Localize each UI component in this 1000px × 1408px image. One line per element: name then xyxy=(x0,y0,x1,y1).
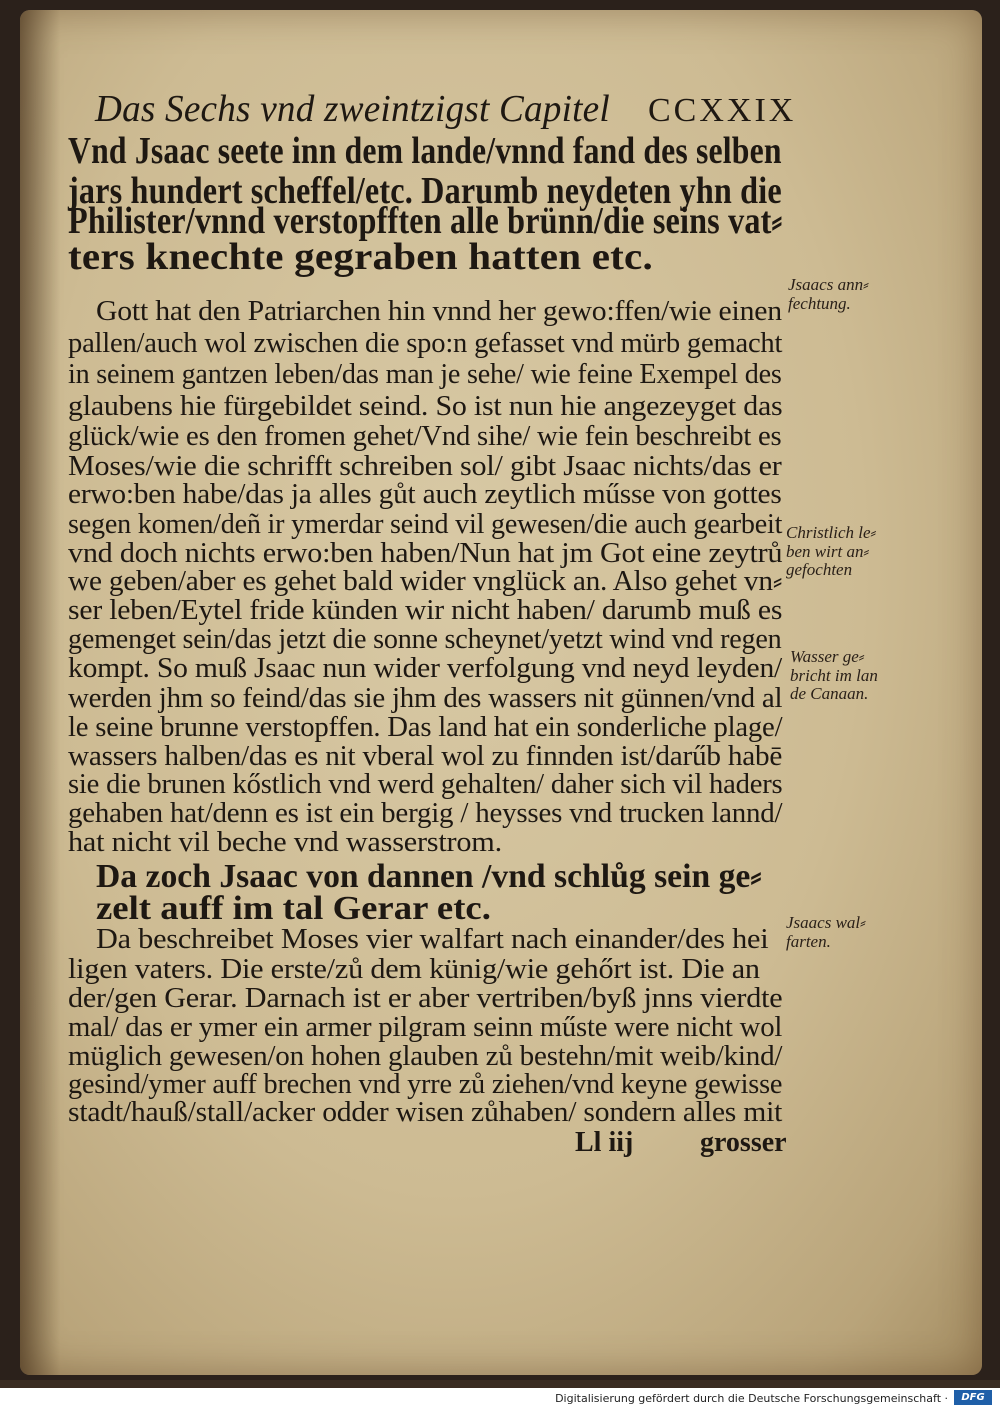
body-line: gesind/ymer auff brechen vnd yrre zů ziehen/vnd keyne gewisse xyxy=(68,1069,783,1100)
body-line: Gott hat den Patriarchen hin vnnd her gewo:ffen/wie einen xyxy=(96,296,782,327)
body-line: glaubens hie fürgebildet seind. So ist nun hie angezeyget das xyxy=(68,391,783,422)
page-gutter-shadow xyxy=(20,10,60,1375)
body-line: stadt/hauß/stall/acker odder wisen zůhaben/ sondern alles mit xyxy=(68,1097,783,1128)
body-line: segen komen/deñ ir ymerdar seind vil gewesen/die auch gearbeit xyxy=(68,509,783,540)
body-line: pallen/auch wol zwischen die spo:n gefasset vnd mürb gemacht xyxy=(68,328,783,359)
margin-note-line: Christlich le⸗ xyxy=(786,523,877,542)
margin-note-line: farten. xyxy=(786,931,831,951)
summary-line: Vnd Jsaac seete inn dem lande/vnnd fand des selben xyxy=(68,130,782,172)
chapter-title: Das Sechs vnd zweintzigst Capitel xyxy=(95,88,610,130)
body-line: glück/wie es den fromen gehet/Vnd sihe/ wie fein beschreibt es xyxy=(68,421,782,452)
summary-line: Philister/vnnd verstopfften alle brünn/die seins vat⸗ xyxy=(68,200,783,242)
margin-note-line: Wasser ge⸗ xyxy=(790,647,865,666)
credit-text: Digitalisierung gefördert durch die Deutsche Forschungsgemeinschaft · xyxy=(555,1392,948,1405)
subheading-line: zelt auff im tal Gerar etc. xyxy=(96,890,491,927)
body-line: le seine brunne verstopffen. Das land hat ein sonderliche plage/ xyxy=(68,712,783,743)
body-line: ligen vaters. Die erste/zů dem künig/wie gehőrt ist. Die an xyxy=(68,954,760,985)
body-line: werden jhm so feind/das sie jhm des wassers nit günnen/vnd al xyxy=(68,683,783,714)
margin-note xyxy=(788,276,869,313)
body-line: kompt. So muß Jsaac nun wider verfolgung vnd neyd leyden/ xyxy=(68,653,783,684)
body-line: Moses/wie die schrifft schreiben sol/ gibt Jsaac nichts/das er xyxy=(68,451,782,482)
body-line: der/gen Gerar. Darnach ist er aber vertriben/byß jnns vierdte xyxy=(68,983,783,1014)
body-line: hat nicht vil beche vnd wasserstrom. xyxy=(68,827,502,858)
body-line: müglich gewesen/on hohen glauben zů bestehn/mit weib/kind/ xyxy=(68,1041,783,1072)
summary-line: jars hundert scheffel/etc. Darumb neydeten yhn die xyxy=(68,170,782,212)
folio-number: CCXXIX xyxy=(648,92,797,129)
body-line: we geben/aber es gehet bald wider vnglück an. Also gehet vn⸗ xyxy=(68,566,783,597)
margin-note-line: ben wirt an⸗ xyxy=(786,541,870,561)
subheading-line: Da zoch Jsaac von dannen /vnd schlůg sein ge⸗ xyxy=(96,858,762,895)
margin-note-line: Jsaacs wal⸗ xyxy=(786,913,866,932)
body-line: vnd doch nichts erwo:ben haben/Nun hat jm Got eine zeytrů xyxy=(68,538,783,569)
summary-line: ters knechte gegraben hatten etc. xyxy=(68,236,653,278)
body-line: sie die brunen kőstlich vnd werd gehalten/ daher sich vil haders xyxy=(68,769,783,800)
margin-note-line: gefochten xyxy=(786,560,853,580)
margin-note-line: bricht im lan xyxy=(790,665,878,685)
body-line: mal/ das er ymer ein armer pilgram seinn műste were nicht wol xyxy=(68,1012,783,1043)
body-line: gehaben hat/denn es ist ein bergig / heysses vnd trucken lannd/ xyxy=(68,798,783,829)
margin-note xyxy=(786,914,866,951)
body-line: erwo:ben habe/das ja alles gůt auch zeytlich műsse von gottes xyxy=(68,479,782,510)
body-line: Da beschreibet Moses vier walfart nach einander/des hei xyxy=(96,924,769,955)
margin-note xyxy=(790,648,878,704)
margin-note-line: fechtung. xyxy=(788,293,851,313)
catchword: grosser xyxy=(700,1127,787,1158)
body-line: in seinem gantzen leben/das man je sehe/ wie feine Exempel des xyxy=(68,359,782,390)
body-line: wassers halben/das es nit vberal wol zu finnden ist/darűb habē xyxy=(68,741,783,772)
margin-note xyxy=(786,524,876,580)
body-line: gemenget sein/das jetzt die sonne scheynet/yetzt wind vnd regen xyxy=(68,624,782,655)
margin-note-line: de Canaan. xyxy=(790,684,869,704)
dfg-logo: DFG xyxy=(954,1390,992,1405)
signature-mark: Ll iij xyxy=(575,1127,634,1158)
margin-note-line: Jsaacs ann⸗ xyxy=(788,275,869,294)
body-line: ser leben/Eytel fride künden wir nicht haben/ darumb muß es xyxy=(68,595,783,626)
